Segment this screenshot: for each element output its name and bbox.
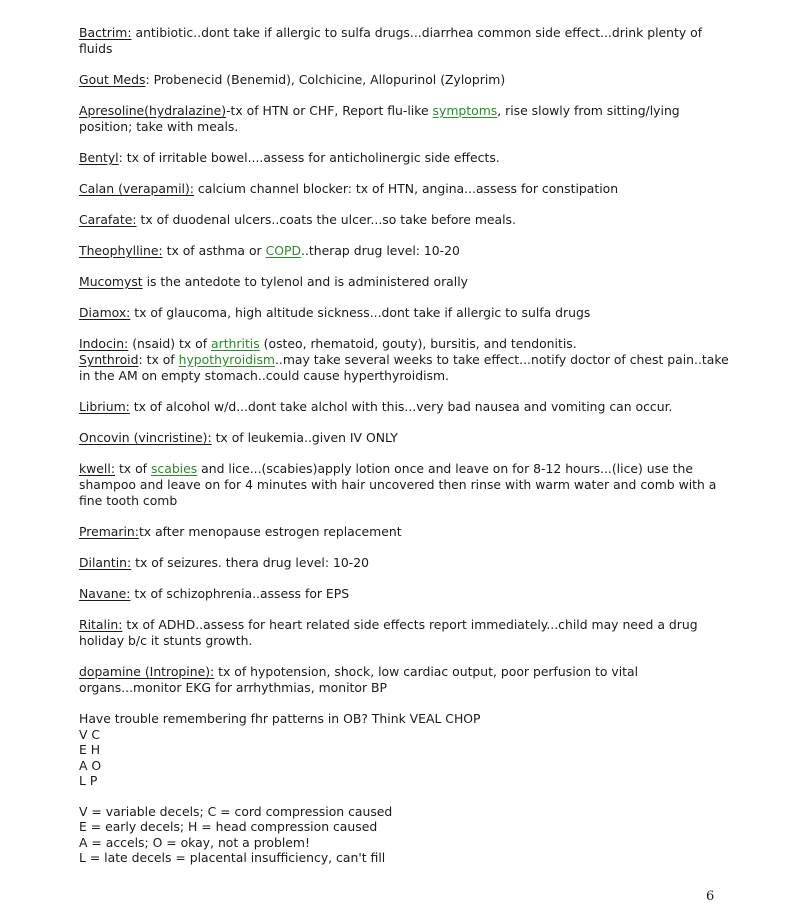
drug-name: Navane: <box>79 586 131 601</box>
note-text: tx of schizophrenia..assess for EPS <box>130 586 350 601</box>
drug-name: Ritalin: <box>79 617 123 632</box>
drug-note-oncovin <box>79 430 729 446</box>
drug-note-librium <box>79 399 729 415</box>
veal-chop-pair: E H <box>79 742 101 757</box>
note-text: tx of <box>115 461 151 476</box>
note-text: : Probenecid (Benemid), Colchicine, Allopurinol (Zyloprim) <box>145 72 506 87</box>
drug-note-theophylline <box>79 243 729 259</box>
drug-note-navane <box>79 586 729 602</box>
drug-name: Bentyl <box>79 150 119 165</box>
drug-note-carafate <box>79 212 729 228</box>
drug-name: Oncovin (vincristine): <box>79 430 212 445</box>
veal-chop-legend <box>79 804 729 866</box>
note-text: -tx of HTN or CHF, Report flu-like <box>226 103 433 118</box>
drug-note-dopamine <box>79 664 729 696</box>
drug-name: Gout Meds <box>79 72 146 87</box>
veal-chop-pair: A O <box>79 757 102 773</box>
note-text: ..therap drug level: 10-20 <box>301 243 460 258</box>
note-text: and lice...(scabies)apply lotion once and leave on for 8-12 hours...(lice) use the shampoo and leave on for 4 minutes with hair uncovered then rinse with warm water and comb with a fine tooth comb <box>79 461 717 508</box>
veal-chop-pair: V C <box>79 726 101 742</box>
drug-name: Dilantin: <box>79 555 132 570</box>
drug-name: Premarin: <box>79 524 139 539</box>
note-text: is the antedote to tylenol and is administered orally <box>142 274 468 289</box>
note-text: antibiotic..dont take if allergic to sulfa drugs...diarrhea common side effect...drink plenty of fluids <box>79 25 703 56</box>
drug-name: Mucomyst <box>79 274 143 289</box>
drug-note-premarin <box>79 524 729 540</box>
glossary-link[interactable]: hypothyroidism <box>178 352 275 367</box>
legend-line: L = late decels = placental insufficiency, can't fill <box>79 850 386 865</box>
note-text: tx of leukemia..given IV ONLY <box>211 430 398 445</box>
drug-name: Diamox: <box>79 305 131 320</box>
note-text: : tx of <box>138 352 179 367</box>
drug-name: Librium: <box>79 399 130 414</box>
legend-line: A = accels; O = okay, not a problem! <box>79 834 310 850</box>
page-number: 6 <box>706 889 715 904</box>
glossary-link[interactable]: symptoms <box>432 103 498 118</box>
drug-name: Carafate: <box>79 212 137 227</box>
drug-note-diamox <box>79 305 729 321</box>
glossary-link[interactable]: scabies <box>150 461 198 476</box>
note-text: tx of alcohol w/d...dont take alchol with this...very bad nausea and vomiting can occur. <box>129 399 673 414</box>
veal-chop-intro: Have trouble remembering fhr patterns in OB? Think VEAL CHOP <box>79 711 481 726</box>
drug-note-synthroid <box>79 352 729 384</box>
note-text: tx after menopause estrogen replacement <box>138 524 402 539</box>
drug-note-gout <box>79 72 729 88</box>
drug-name: Synthroid <box>79 352 139 367</box>
drug-name: Apresoline(hydralazine) <box>79 103 227 118</box>
note-text: tx of hypotension, shock, low cardiac output, poor perfusion to vital organs...monitor EKG for arrhythmias, monitor BP <box>79 664 639 695</box>
drug-name: Bactrim: <box>79 25 132 40</box>
drug-name: Theophylline: <box>79 243 163 258</box>
veal-chop-pair: L P <box>79 773 98 788</box>
drug-note-bactrim <box>79 25 729 57</box>
note-text: : tx of irritable bowel....assess for anticholinergic side effects. <box>118 150 500 165</box>
document-page <box>79 25 729 866</box>
note-text: calcium channel blocker: tx of HTN, angina...assess for constipation <box>193 181 619 196</box>
note-text: tx of ADHD..assess for heart related side effects report immediately...child may need a drug holiday b/c it stunts growth. <box>79 617 698 648</box>
drug-name: dopamine (Intropine): <box>79 664 215 679</box>
note-text: tx of duodenal ulcers..coats the ulcer...so take before meals. <box>136 212 516 227</box>
drug-name: Calan (verapamil): <box>79 181 194 196</box>
note-text: (osteo, rhematoid, gouty), bursitis, and tendonitis. <box>259 336 577 351</box>
note-text: tx of glaucoma, high altitude sickness...dont take if allergic to sulfa drugs <box>130 305 591 320</box>
note-text: , rise slowly from sitting/lying position; take with meals. <box>79 103 680 134</box>
legend-line: V = variable decels; C = cord compression caused <box>79 803 393 819</box>
note-text: ..may take several weeks to take effect...notify doctor of chest pain..take in the AM on empty stomach..could cause hyperthyroidism. <box>79 352 729 383</box>
drug-note-dilantin <box>79 555 729 571</box>
legend-line: E = early decels; H = head compression caused <box>79 819 378 834</box>
drug-note-kwell <box>79 461 729 509</box>
note-text: tx of asthma or <box>162 243 266 258</box>
note-text: tx of seizures. thera drug level: 10-20 <box>131 555 369 570</box>
drug-name: Indocin: <box>79 336 129 351</box>
drug-note-indocin <box>79 336 729 352</box>
note-text: (nsaid) tx of <box>128 336 212 351</box>
glossary-link[interactable]: arthritis <box>211 336 260 351</box>
glossary-link[interactable]: COPD <box>265 243 302 258</box>
drug-note-mucomyst <box>79 274 729 290</box>
drug-name: kwell: <box>79 461 115 476</box>
drug-note-ritalin <box>79 617 729 649</box>
drug-note-calan <box>79 181 729 197</box>
drug-note-bentyl <box>79 150 729 166</box>
drug-notes-list <box>79 25 729 696</box>
drug-note-apresoline <box>79 103 729 135</box>
veal-chop-section <box>79 711 729 789</box>
